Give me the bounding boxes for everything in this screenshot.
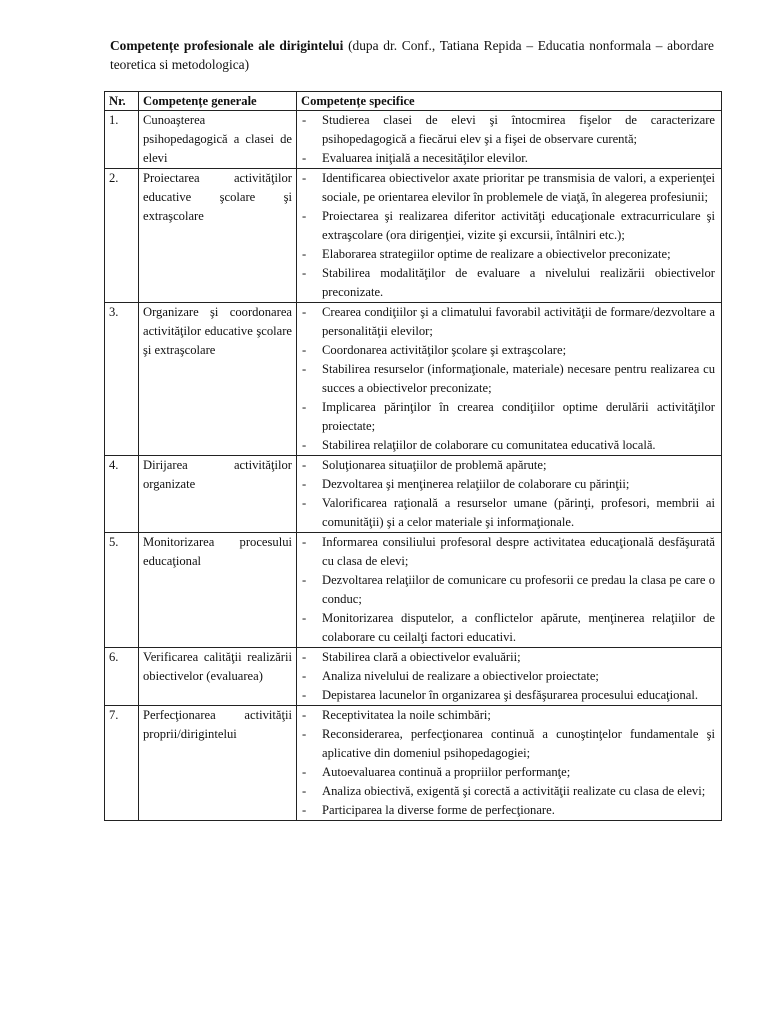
- general-competence: Verificarea calităţii realizării obiectivelor (evaluarea): [139, 648, 297, 706]
- heading-source: (dupa dr. Conf., Tatiana Repida – Educatia nonformala – abordare teoretica si metodologica): [110, 38, 714, 72]
- general-competence: Organizare şi coordonarea activităţilor educative şcolare şi extraşcolare: [139, 303, 297, 456]
- specific-competence-text: Identificarea obiectivelor axate prioritar pe transmisia de valori, a experienţei sociale, pe orientarea elevilor în problemele de viaţă, în alegerea profesiunii;: [322, 171, 715, 204]
- specific-competence-text: Informarea consiliului profesoral despre activitatea educaţională desfăşurată cu clasa de elevi;: [322, 535, 715, 568]
- list-item: [301, 706, 717, 725]
- list-item: [301, 341, 717, 360]
- specific-competence-text: Crearea condiţiilor şi a climatului favorabil activităţii de formare/dezvoltare a personalităţii elevilor;: [322, 305, 715, 338]
- list-item: [301, 111, 717, 149]
- bullet-dash: -: [302, 438, 307, 452]
- specific-competence-text: Valorificarea raţională a resurselor umane (părinţi, profesori, membrii ai comunităţii) şi a celor materiale şi informaţionale.: [322, 496, 715, 529]
- specific-competence-text: Stabilirea resurselor (informaţionale, materiale) necesare pentru realizarea cu succes a obiectivelor preconizate;: [322, 362, 715, 395]
- specific-competence-text: Stabilirea relaţiilor de colaborare cu comunitatea educativă locală.: [322, 438, 656, 452]
- list-item: [301, 763, 717, 782]
- row-number: 3.: [105, 303, 139, 456]
- table-row: [105, 456, 722, 533]
- bullet-dash: -: [302, 266, 307, 280]
- bullet-dash: -: [302, 496, 307, 510]
- table-row: [105, 169, 722, 303]
- list-item: [301, 264, 717, 302]
- specific-competences-cell: [297, 533, 722, 648]
- specific-competences-list: [301, 533, 717, 647]
- table-body: [105, 111, 722, 821]
- specific-competences-list: [301, 706, 717, 820]
- specific-competence-text: Participarea la diverse forme de perfecţionare.: [322, 803, 555, 817]
- bullet-dash: -: [302, 362, 307, 376]
- table-header-row: [105, 92, 722, 111]
- row-number: 4.: [105, 456, 139, 533]
- specific-competence-text: Analiza obiectivă, exigentă şi corectă a activităţii realizate cu clasa de elevi;: [322, 784, 706, 798]
- bullet-dash: -: [302, 669, 307, 683]
- specific-competences-list: [301, 111, 717, 168]
- specific-competences-list: [301, 456, 717, 532]
- list-item: [301, 456, 717, 475]
- list-item: [301, 303, 717, 341]
- heading-title: Competențe profesionale ale dirigintelui: [110, 38, 344, 53]
- list-item: [301, 149, 717, 168]
- bullet-dash: -: [302, 765, 307, 779]
- specific-competence-text: Evaluarea iniţială a necesităţilor elevilor.: [322, 151, 528, 165]
- specific-competence-text: Coordonarea activităţilor şcolare şi extraşcolare;: [322, 343, 567, 357]
- bullet-dash: -: [302, 727, 307, 741]
- list-item: [301, 609, 717, 647]
- specific-competence-text: Monitorizarea disputelor, a conflictelor apărute, menţinerea relaţiilor de colaborare cu ceilalţi factori educativi.: [322, 611, 715, 644]
- header-general: Competențe generale: [139, 92, 297, 111]
- bullet-dash: -: [302, 477, 307, 491]
- bullet-dash: -: [302, 247, 307, 261]
- bullet-dash: -: [302, 400, 307, 414]
- bullet-dash: -: [302, 535, 307, 549]
- bullet-dash: -: [302, 209, 307, 223]
- bullet-dash: -: [302, 458, 307, 472]
- specific-competence-text: Reconsiderarea, perfecţionarea continuă a cunoştinţelor fundamentale şi aplicative din domeniul psihopedagogiei;: [322, 727, 715, 760]
- list-item: [301, 686, 717, 705]
- bullet-dash: -: [302, 688, 307, 702]
- bullet-dash: -: [302, 784, 307, 798]
- table-row: [105, 303, 722, 456]
- bullet-dash: -: [302, 151, 307, 165]
- specific-competence-text: Autoevaluarea continuă a propriilor performanţe;: [322, 765, 571, 779]
- bullet-dash: -: [302, 708, 307, 722]
- list-item: [301, 207, 717, 245]
- row-number: 5.: [105, 533, 139, 648]
- row-number: 7.: [105, 706, 139, 821]
- row-number: 2.: [105, 169, 139, 303]
- general-competence: Perfecţionarea activităţii proprii/dirigintelui: [139, 706, 297, 821]
- specific-competence-text: Implicarea părinţilor în crearea condiţiilor optime derulării activităţilor proiectate;: [322, 400, 715, 433]
- list-item: [301, 667, 717, 686]
- specific-competence-text: Analiza nivelului de realizare a obiectivelor proiectate;: [322, 669, 599, 683]
- list-item: [301, 725, 717, 763]
- competences-table: [104, 91, 722, 821]
- bullet-dash: -: [302, 611, 307, 625]
- document-heading: [110, 36, 714, 74]
- list-item: [301, 169, 717, 207]
- bullet-dash: -: [302, 803, 307, 817]
- specific-competences-cell: [297, 303, 722, 456]
- specific-competence-text: Stabilirea clară a obiectivelor evaluării;: [322, 650, 521, 664]
- bullet-dash: -: [302, 305, 307, 319]
- list-item: [301, 475, 717, 494]
- general-competence: Monitorizarea procesului educaţional: [139, 533, 297, 648]
- table-row: [105, 706, 722, 821]
- specific-competences-list: [301, 303, 717, 455]
- specific-competences-cell: [297, 456, 722, 533]
- specific-competences-cell: [297, 648, 722, 706]
- row-number: 1.: [105, 111, 139, 169]
- bullet-dash: -: [302, 343, 307, 357]
- list-item: [301, 782, 717, 801]
- list-item: [301, 801, 717, 820]
- list-item: [301, 360, 717, 398]
- specific-competences-cell: [297, 706, 722, 821]
- table-row: [105, 533, 722, 648]
- specific-competence-text: Receptivitatea la noile schimbări;: [322, 708, 491, 722]
- table-row: [105, 648, 722, 706]
- bullet-dash: -: [302, 573, 307, 587]
- list-item: [301, 436, 717, 455]
- specific-competence-text: Proiectarea şi realizarea diferitor activităţi educaţionale extracurriculare şi extraşcolare (ora dirigenţiei, vizite şi excursii, întâlniri etc.);: [322, 209, 715, 242]
- specific-competence-text: Soluţionarea situaţiilor de problemă apărute;: [322, 458, 547, 472]
- list-item: [301, 648, 717, 667]
- table-row: [105, 111, 722, 169]
- specific-competences-list: [301, 648, 717, 705]
- list-item: [301, 533, 717, 571]
- specific-competences-list: [301, 169, 717, 302]
- general-competence: Cunoaşterea psihopedagogică a clasei de elevi: [139, 111, 297, 169]
- specific-competence-text: Elaborarea strategiilor optime de realizare a obiectivelor preconizate;: [322, 247, 671, 261]
- specific-competence-text: Dezvoltarea relaţiilor de comunicare cu profesorii ce predau la clasa pe care o conduc;: [322, 573, 715, 606]
- specific-competences-cell: [297, 169, 722, 303]
- specific-competence-text: Studierea clasei de elevi şi întocmirea fişelor de caracterizare psihopedagogică a fiecărui elev şi a fişei de observare curentă;: [322, 113, 715, 146]
- specific-competence-text: Stabilirea modalităţilor de evaluare a nivelului realizării obiectivelor preconizate.: [322, 266, 715, 299]
- header-nr: Nr.: [105, 92, 139, 111]
- bullet-dash: -: [302, 650, 307, 664]
- list-item: [301, 398, 717, 436]
- header-specific: Competențe specifice: [297, 92, 722, 111]
- specific-competence-text: Dezvoltarea şi menţinerea relaţiilor de colaborare cu părinţii;: [322, 477, 630, 491]
- bullet-dash: -: [302, 171, 307, 185]
- list-item: [301, 245, 717, 264]
- general-competence: Dirijarea activităţilor organizate: [139, 456, 297, 533]
- specific-competences-cell: [297, 111, 722, 169]
- list-item: [301, 494, 717, 532]
- list-item: [301, 571, 717, 609]
- bullet-dash: -: [302, 113, 307, 127]
- specific-competence-text: Depistarea lacunelor în organizarea şi desfăşurarea procesului educaţional.: [322, 688, 699, 702]
- row-number: 6.: [105, 648, 139, 706]
- general-competence: Proiectarea activităţilor educative şcolare şi extraşcolare: [139, 169, 297, 303]
